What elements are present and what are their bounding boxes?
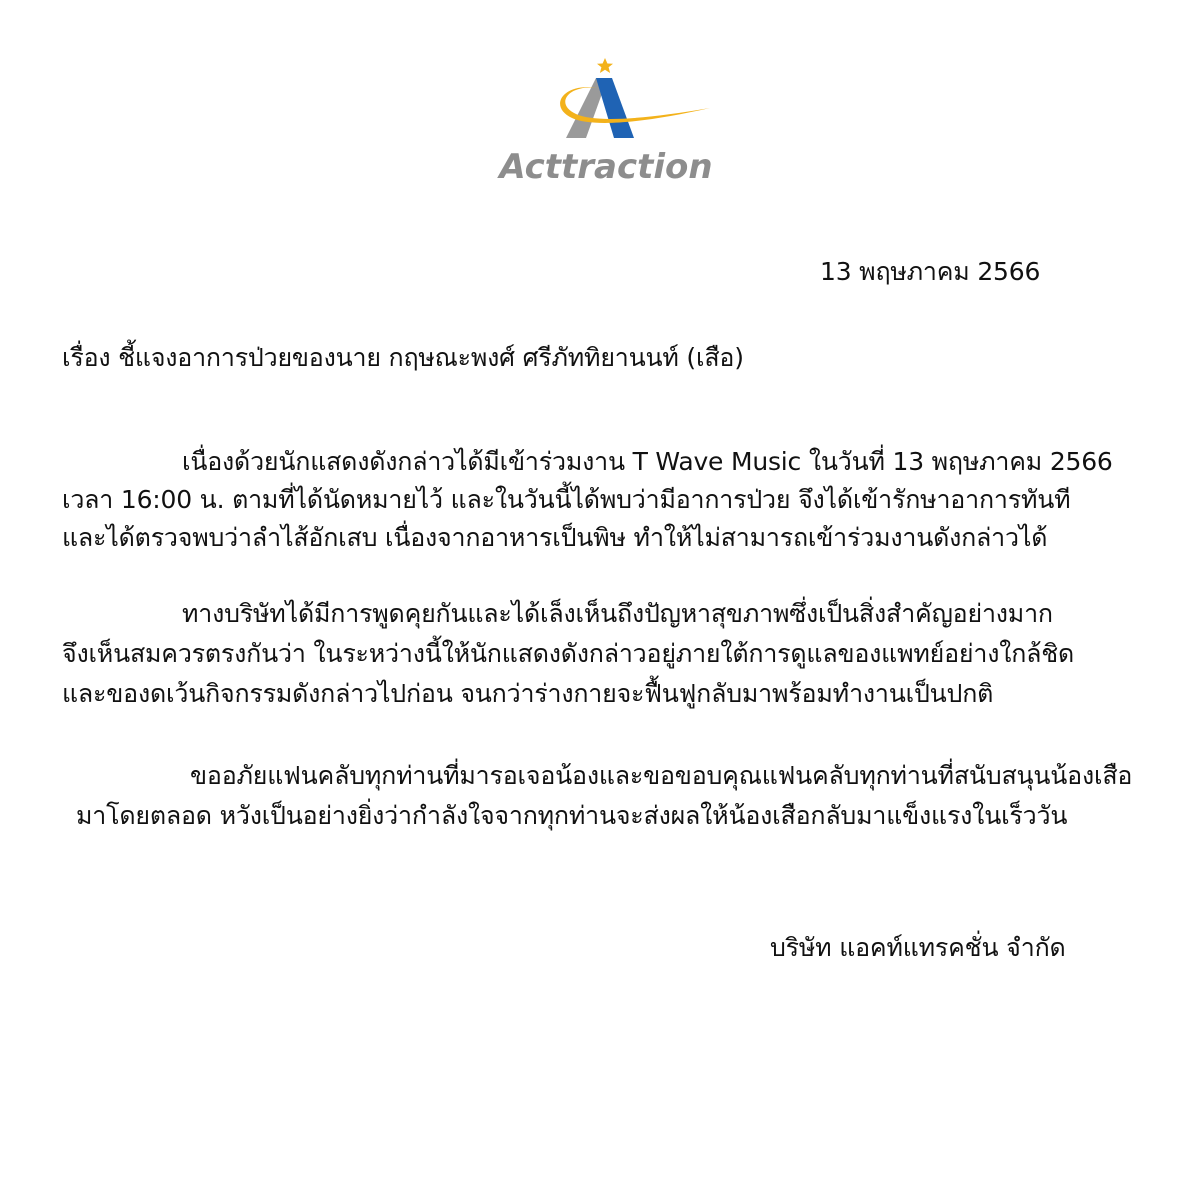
paragraph-1-line-3: และได้ตรวจพบว่าลำไส้อักเสบ เนื่องจากอาหารเป็นพิษ ทำให้ไม่สามารถเข้าร่วมงานดังกล่าวได้ <box>62 523 1048 552</box>
paragraph-1-line-2: เวลา 16:00 น. ตามที่ได้นัดหมายไว้ และในวันนี้ได้พบว่ามีอาการป่วย จึงได้เข้ารักษาอาการทันที <box>62 485 1071 514</box>
paragraph-2-line-2: จึงเห็นสมควรตรงกันว่า ในระหว่างนี้ให้นักแสดงดังกล่าวอยู่ภายใต้การดูแลของแพทย์อย่างใกล้ชิด <box>62 639 1075 668</box>
letter-date: 13 พฤษภาคม 2566 <box>820 257 1041 286</box>
paragraph-3-line-1: ขออภัยแฟนคลับทุกท่านที่มารอเจอน้องและขอขอบคุณแฟนคลับทุกท่านที่สนับสนุนน้องเสือ <box>190 761 1133 790</box>
logo-a-left-leg <box>566 78 604 138</box>
company-logo <box>480 52 730 192</box>
star-icon <box>597 58 613 73</box>
logo-a-right-leg <box>596 78 634 138</box>
letter-signature: บริษัท แอคท์แทรคชั่น จำกัด <box>770 933 1066 962</box>
paragraph-1-line-1: เนื่องด้วยนักแสดงดังกล่าวได้มีเข้าร่วมงาน T Wave Music ในวันที่ 13 พฤษภาคม 2566 <box>182 447 1113 476</box>
acttraction-logo-graphic <box>480 52 730 192</box>
paragraph-3-line-2: มาโดยตลอด หวังเป็นอย่างยิ่งว่ากำลังใจจากทุกท่านจะส่งผลให้น้องเสือกลับมาแข็งแรงในเร็ววัน <box>76 801 1068 830</box>
logo-brand-text: Acttraction <box>499 147 713 187</box>
paragraph-2-line-3: และของดเว้นกิจกรรมดังกล่าวไปก่อน จนกว่าร่างกายจะฟื้นฟูกลับมาพร้อมทำงานเป็นปกติ <box>62 679 994 708</box>
letter-subject: เรื่อง ชี้แจงอาการป่วยของนาย กฤษณะพงศ์ ศรีภัททิยานนท์ (เสือ) <box>62 343 744 372</box>
paragraph-2-line-1: ทางบริษัทได้มีการพูดคุยกันและได้เล็งเห็นถึงปัญหาสุขภาพซึ่งเป็นสิ่งสำคัญอย่างมาก <box>182 599 1053 628</box>
